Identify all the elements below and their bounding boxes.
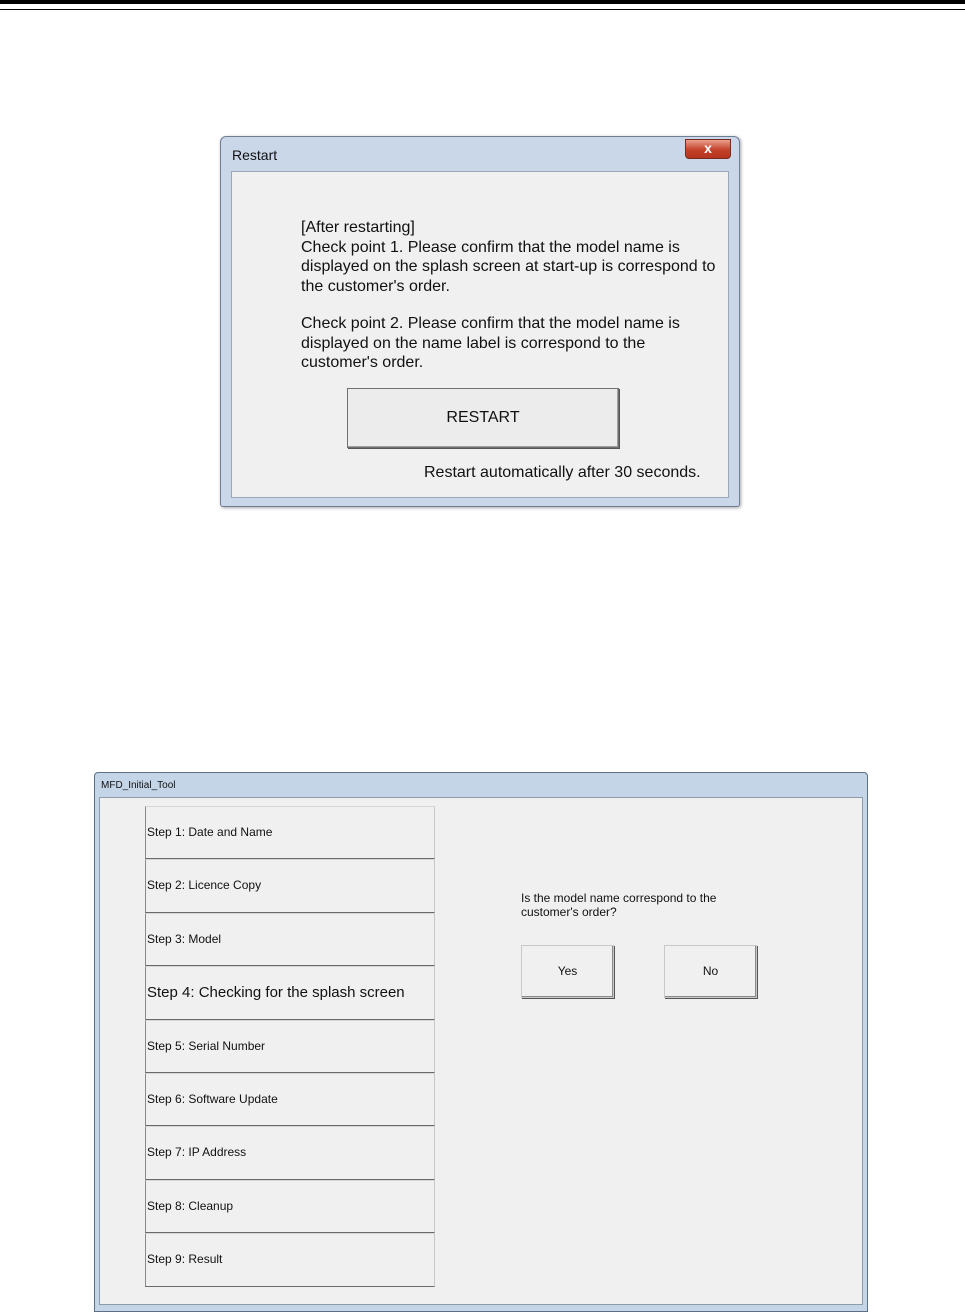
- step-8[interactable]: Step 8: Cleanup: [145, 1180, 435, 1233]
- step-3[interactable]: Step 3: Model: [145, 913, 435, 966]
- check-point-1: Check point 1. Please confirm that the model name is displayed on the splash screen at start-up is correspond to the customer's order.: [301, 238, 716, 295]
- window-body: [99, 797, 863, 1305]
- message-heading: [After restarting]: [301, 219, 415, 236]
- dialog-body: [231, 171, 729, 498]
- step-9[interactable]: Step 9: Result: [145, 1233, 435, 1286]
- step-1[interactable]: Step 1: Date and Name: [145, 806, 435, 859]
- step-2[interactable]: Step 2: Licence Copy: [145, 859, 435, 912]
- no-button[interactable]: No: [664, 945, 757, 998]
- yes-button[interactable]: Yes: [521, 945, 614, 998]
- step-6[interactable]: Step 6: Software Update: [145, 1073, 435, 1126]
- step-5[interactable]: Step 5: Serial Number: [145, 1020, 435, 1073]
- step-7[interactable]: Step 7: IP Address: [145, 1126, 435, 1179]
- mfd-tool-window: [94, 772, 868, 1312]
- close-icon[interactable]: x: [685, 139, 731, 159]
- model-question: Is the model name correspond to the customer's order?: [521, 891, 717, 919]
- dialog-title: Restart: [232, 147, 278, 163]
- restart-message: [301, 218, 721, 373]
- step-4-current[interactable]: Step 4: Checking for the splash screen: [145, 966, 435, 1019]
- step-list: [145, 806, 435, 1287]
- restart-button[interactable]: RESTART: [347, 388, 619, 448]
- window-title: MFD_Initial_Tool: [101, 780, 176, 791]
- auto-restart-note: Restart automatically after 30 seconds.: [424, 464, 701, 481]
- check-point-2: Check point 2. Please confirm that the model name is displayed on the name label is correspond to the customer's order.: [301, 315, 680, 371]
- page-top-rule-thin: [0, 9, 965, 10]
- page-top-rule: [0, 0, 965, 4]
- restart-dialog: [220, 136, 740, 507]
